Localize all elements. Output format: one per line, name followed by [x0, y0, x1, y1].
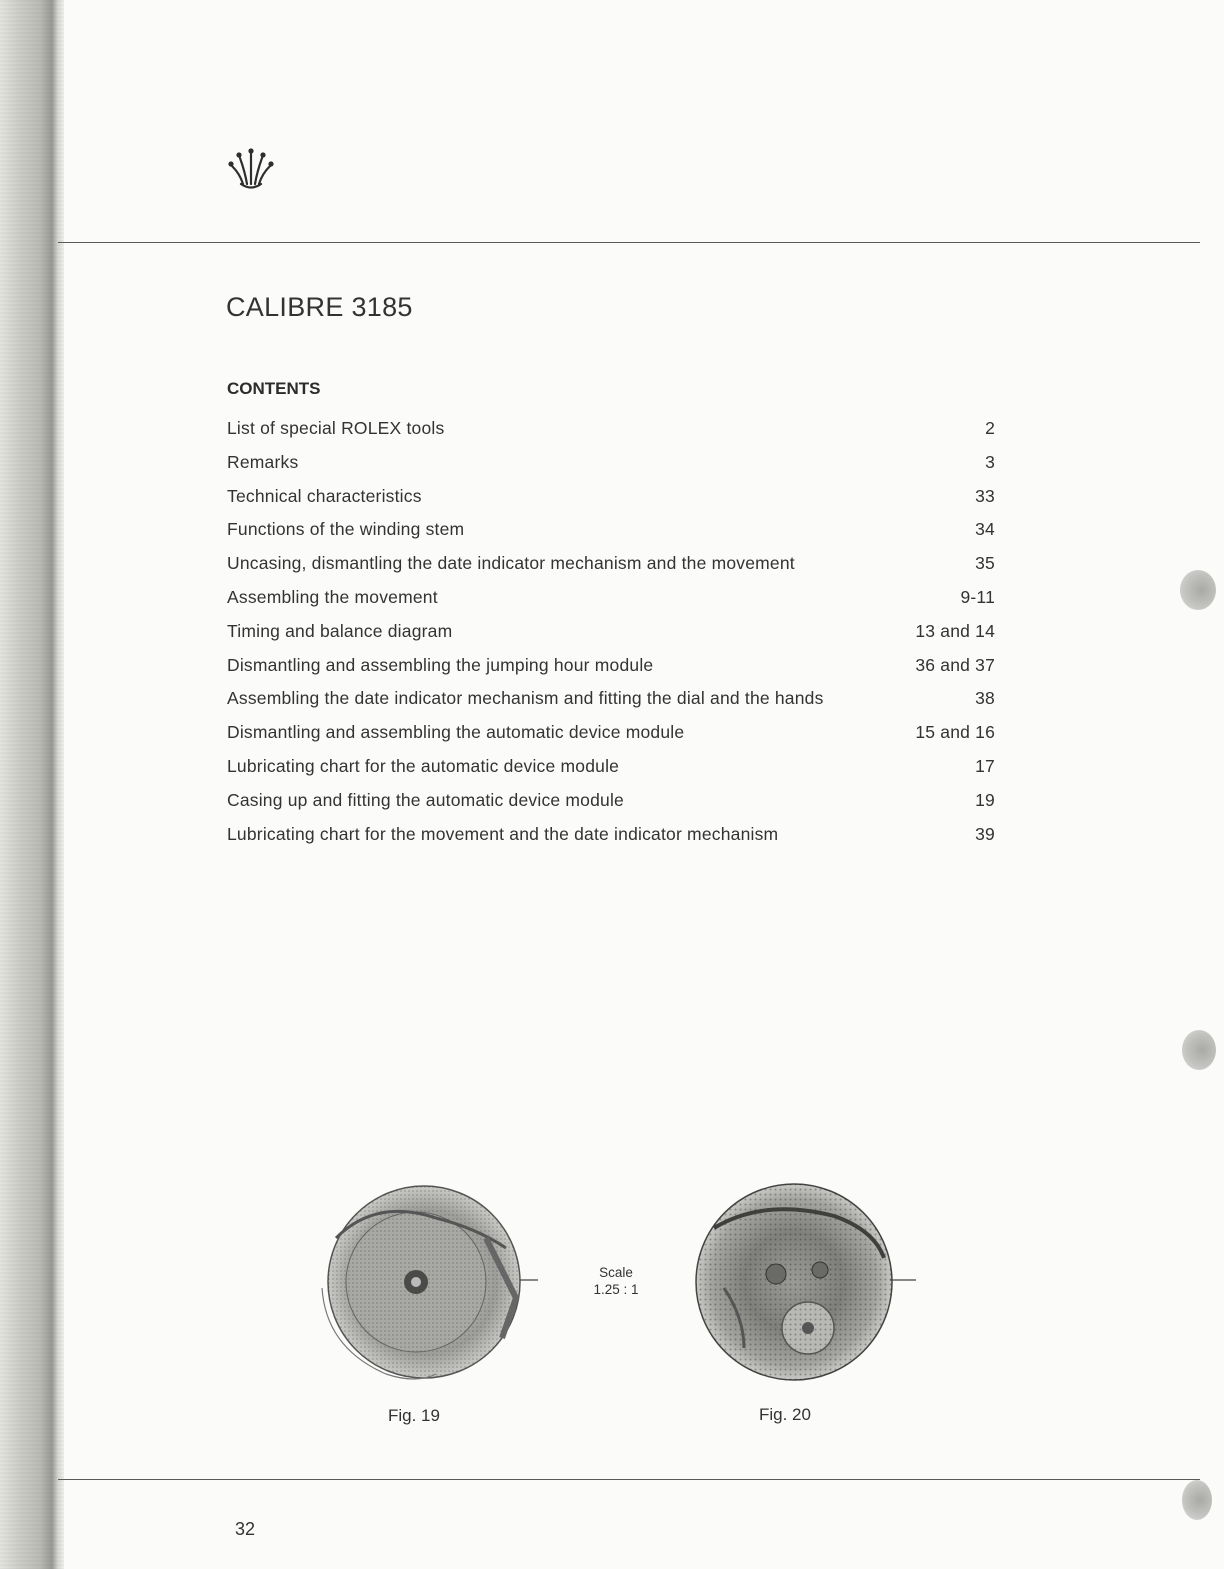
punch-hole	[1182, 1480, 1212, 1520]
toc-entry-label: Timing and balance diagram	[227, 620, 453, 641]
toc-entry	[227, 790, 995, 824]
page-number: 32	[235, 1519, 256, 1539]
toc-entry-page: 33	[975, 485, 995, 506]
toc-entry-page: 17	[975, 755, 995, 776]
toc-entry-page: 2	[985, 418, 995, 438]
binding-shadow	[0, 0, 64, 1569]
header-rule	[58, 242, 1200, 243]
toc-entry-page: 19	[975, 789, 995, 810]
scale-note	[580, 1264, 652, 1298]
toc-entry-label: Dismantling and assembling the automatic device module	[227, 722, 685, 743]
toc-entry-label: Uncasing, dismantling the date indicator mechanism and the movement	[227, 553, 795, 574]
toc-entry-page: 13 and 14	[915, 620, 995, 641]
toc-entry	[227, 655, 995, 689]
toc-entry-label: Casing up and fitting the automatic device module	[227, 789, 624, 810]
toc-entry-label: Assembling the date indicator mechanism and fitting the dial and the hands	[227, 688, 824, 709]
toc-entry	[227, 688, 995, 722]
toc-entry-page: 35	[975, 553, 995, 574]
toc-entry-label: Remarks	[227, 451, 299, 472]
toc-entry	[227, 553, 995, 587]
toc-entry	[227, 621, 995, 655]
toc-entry-page: 34	[975, 519, 995, 540]
toc-entry-page: 39	[975, 823, 995, 844]
scale-value: 1.25 : 1	[593, 1282, 639, 1297]
toc-entry-label: Dismantling and assembling the jumping hour module	[227, 654, 654, 675]
toc-entry-page: 9-11	[960, 586, 995, 607]
toc-entry-page: 36 and 37	[915, 654, 995, 675]
punch-hole	[1180, 570, 1216, 610]
punch-hole	[1182, 1030, 1216, 1070]
movement-figure-19	[316, 1178, 540, 1390]
toc-entry	[227, 486, 995, 520]
toc-entry	[227, 418, 995, 452]
toc-entry-label: Technical characteristics	[227, 485, 422, 506]
toc-entry-label: List of special ROLEX tools	[227, 418, 445, 438]
toc-entry	[227, 722, 995, 756]
toc-entry	[227, 452, 995, 486]
toc-entry	[227, 824, 995, 858]
contents-heading: CONTENTS	[227, 379, 321, 398]
toc-entry-label: Lubricating chart for the automatic device module	[227, 755, 620, 776]
page-title: CALIBRE 3185	[226, 292, 413, 322]
toc-entry-label: Assembling the movement	[227, 586, 438, 607]
crown-icon	[222, 136, 280, 194]
figure-20-caption: Fig. 20	[759, 1405, 811, 1424]
toc-entry	[227, 756, 995, 790]
toc-entry-page: 15 and 16	[915, 722, 995, 743]
scale-label: Scale	[599, 1265, 633, 1280]
table-of-contents	[227, 418, 995, 857]
movement-figure-20	[684, 1178, 918, 1390]
toc-entry-label: Functions of the winding stem	[227, 519, 465, 540]
toc-entry	[227, 587, 995, 621]
toc-entry	[227, 519, 995, 553]
footer-rule	[58, 1479, 1200, 1480]
toc-entry-page: 3	[985, 451, 995, 472]
toc-entry-page: 38	[975, 688, 995, 709]
toc-entry-label: Lubricating chart for the movement and the date indicator mechanism	[227, 823, 779, 844]
figure-19-caption: Fig. 19	[388, 1406, 440, 1425]
